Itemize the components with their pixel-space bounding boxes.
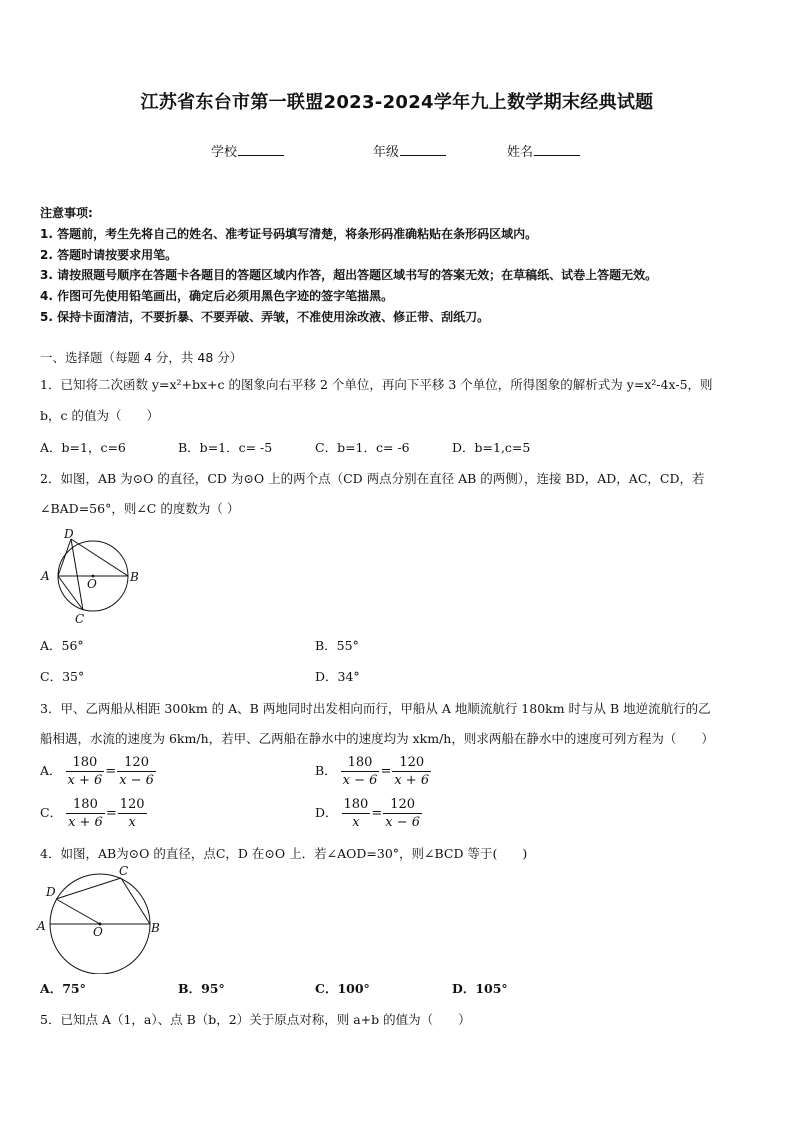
q2-option-c[interactable]: C．35°	[40, 669, 85, 684]
q1-option-a[interactable]: A．b=1，c=6	[40, 440, 126, 455]
page-title: 江苏省东台市第一联盟2023-2024学年九上数学期末经典试题	[140, 92, 654, 113]
q1-option-c[interactable]: C．b=1．c= -6	[315, 440, 410, 455]
q2-option-d[interactable]: D．34°	[315, 669, 360, 684]
school-blank[interactable]	[238, 143, 284, 156]
q4-stem-line1: 4．如图，AB为⊙O 的直径，点C，D 在⊙O 上．若∠AOD=30°，则∠BCD 等于( )	[40, 846, 528, 861]
q3-stem-line1: 3．甲、乙两船从相距 300km 的 A、B 两地同时出发相向而行，甲船从 A 地顺流航行 180km 时与从 B 地逆流航行的乙	[40, 701, 711, 716]
fraction: $\frac{180}{x}$	[343, 797, 369, 830]
q3-option-d[interactable]: D． $\frac{180}{x}$ = $\frac{120}{x - 6}$	[315, 797, 421, 830]
q2-stem-line1: 2．如图，AB 为⊙O 的直径，CD 为⊙O 上的两个点（CD 两点分别在直径 AB 的两侧），连接 BD，AD，AC，CD，若	[40, 471, 705, 486]
q2-option-b[interactable]: B．55°	[315, 638, 359, 653]
q4-label-b: B	[151, 921, 160, 935]
fraction: $\frac{120}{x - 6}$	[385, 797, 421, 830]
q1-stem-line1: 1．已知将二次函数 y=x²+bx+c 的图象向右平移 2 个单位，再向下平移 3 个单位，所得图象的解析式为 y=x²-4x-5，则	[40, 377, 713, 392]
fraction: $\frac{180}{x + 6}$	[68, 797, 103, 830]
grade-blank[interactable]	[400, 143, 446, 156]
note-item: 3. 请按照题号顺序在答题卡各题目的答题区域内作答，超出答题区域书写的答案无效；在草稿纸、试卷上答题无效。	[40, 268, 658, 282]
q4-option-d[interactable]: D．105°	[452, 981, 508, 996]
q4-option-c[interactable]: C．100°	[315, 981, 370, 996]
q1-stem-line2: b，c 的值为（ ）	[40, 408, 159, 423]
name-label: 姓名	[507, 145, 534, 160]
q1-option-b[interactable]: B．b=1．c= -5	[178, 440, 273, 455]
q4-label-c: C	[119, 864, 129, 878]
q2-option-a[interactable]: A．56°	[40, 638, 84, 653]
note-item: 4. 作图可先使用铅笔画出，确定后必须用黑色字迹的签字笔描黑。	[40, 289, 394, 303]
school-label: 学校	[211, 145, 238, 160]
grade-label: 年级	[373, 145, 400, 160]
q4-label-d: D	[46, 885, 56, 899]
q4-circle-figure	[36, 864, 162, 974]
q3-option-a-label: A．	[40, 763, 62, 778]
name-field	[507, 141, 580, 160]
q5-stem-line1: 5．已知点 A（1，a）、点 B（b，2）关于原点对称，则 a+b 的值为（ ）	[40, 1012, 471, 1027]
grade-field	[373, 141, 446, 160]
q2-label-a: A	[41, 569, 50, 583]
note-item: 5. 保持卡面清洁，不要折暴、不要弄破、弄皱，不准使用涂改液、修正带、刮纸刀。	[40, 310, 490, 324]
school-field	[211, 141, 284, 160]
name-blank[interactable]	[534, 143, 580, 156]
fraction: $\frac{120}{x + 6}$	[394, 755, 430, 788]
q3-option-b[interactable]: B． $\frac{180}{x - 6}$ = $\frac{120}{x + 6}$	[315, 755, 430, 788]
q3-option-c-label: C．	[40, 805, 63, 820]
q2-label-b: B	[130, 570, 139, 584]
q2-circle-figure	[38, 526, 142, 626]
q3-option-d-label: D．	[315, 805, 338, 820]
notes-heading: 注意事项:	[40, 206, 93, 220]
fraction: $\frac{120}{x}$	[119, 797, 145, 830]
q1-option-d[interactable]: D．b=1,c=5	[452, 440, 531, 455]
q2-label-d: D	[64, 527, 74, 541]
q2-label-o: O	[87, 577, 97, 591]
q4-label-a: A	[37, 919, 46, 933]
note-item: 2. 答题时请按要求用笔。	[40, 248, 178, 262]
q3-option-b-label: B．	[315, 763, 337, 778]
note-item: 1. 答题前，考生先将自己的姓名、准考证号码填写清楚，将条形码准确粘贴在条形码区域内。	[40, 227, 538, 241]
q3-option-a[interactable]: A． $\frac{180}{x + 6}$ = $\frac{120}{x - 6}$	[40, 755, 154, 788]
q3-stem-line2: 船相遇，水流的速度为 6km/h，若甲、乙两船在静水中的速度均为 xkm/h，则求两船在静水中的速度可列方程为（ ）	[40, 731, 714, 746]
fraction: $\frac{180}{x - 6}$	[342, 755, 378, 788]
fraction: $\frac{180}{x + 6}$	[67, 755, 103, 788]
q4-option-a[interactable]: A．75°	[40, 981, 86, 996]
fraction: $\frac{120}{x - 6}$	[119, 755, 154, 788]
section-heading: 一、选择题（每题 4 分，共 48 分）	[40, 350, 243, 365]
q2-label-c: C	[75, 612, 85, 626]
q2-stem-line2: ∠BAD=56°，则∠C 的度数为（ ）	[40, 501, 240, 516]
q3-option-c[interactable]: C． $\frac{180}{x + 6}$ = $\frac{120}{x}$	[40, 797, 145, 830]
q4-option-b[interactable]: B．95°	[178, 981, 225, 996]
q4-label-o: O	[93, 925, 103, 939]
